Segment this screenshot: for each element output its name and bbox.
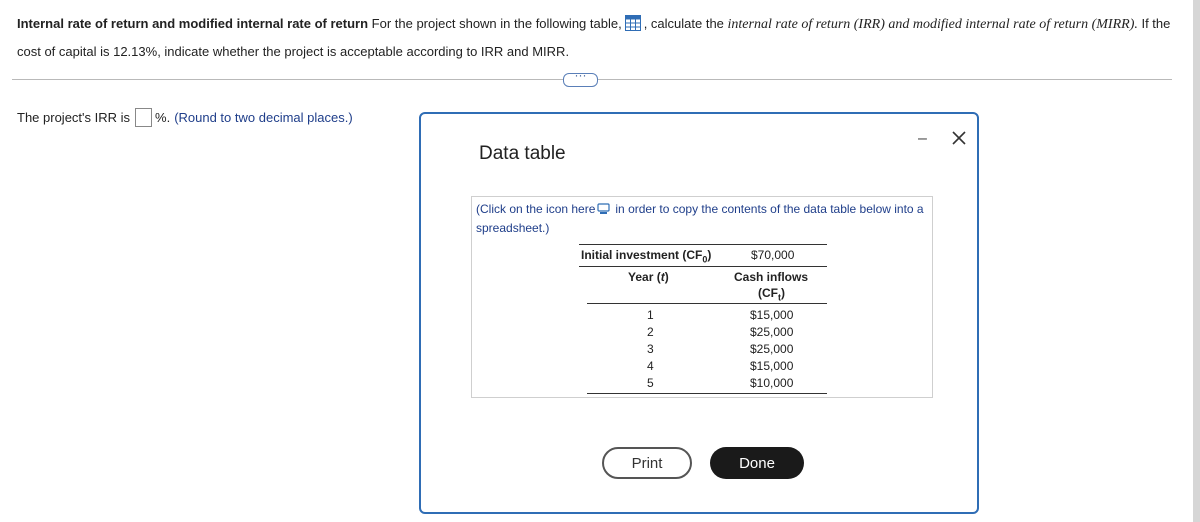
year-cell: 1: [647, 308, 654, 322]
table-rule-top: [579, 244, 827, 245]
table-rule-bottom: [587, 393, 827, 394]
data-table-box: [471, 196, 933, 398]
question-text-2: , calculate the: [643, 16, 728, 31]
copy-note: [476, 201, 926, 237]
question-text-3: If the cost of capital is 12.13%, indicate whether the project is acceptable according to IRR and MIRR.: [17, 16, 1171, 59]
question-text: [17, 11, 1177, 64]
cash-inflows-subheader: $(CF_t)$: [758, 286, 785, 303]
close-icon[interactable]: [951, 130, 967, 146]
year-cell: 4: [647, 359, 654, 373]
page-scrollbar[interactable]: [1193, 0, 1200, 522]
cash-cell: $15,000: [750, 308, 794, 322]
initial-investment-label: Initial investment $(CF_0)$: [581, 248, 712, 265]
cash-cell: $25,000: [750, 325, 794, 339]
year-header: Year (t): [628, 270, 669, 284]
answer-line: [17, 108, 353, 127]
irr-answer-input[interactable]: [135, 108, 152, 127]
more-button-label: ···: [574, 68, 587, 82]
copy-icon[interactable]: [597, 203, 611, 220]
initial-investment-value: $70,000: [751, 248, 795, 262]
question-italic: internal rate of return (IRR) and modified internal rate of return (MIRR).: [727, 17, 1138, 32]
copy-note-a: (Click on the icon here: [476, 202, 596, 216]
more-button[interactable]: [563, 68, 598, 87]
data-table-grid-icon[interactable]: [625, 14, 641, 39]
answer-prefix: The project's IRR is: [17, 110, 131, 125]
question-text-1: For the project shown in the following table,: [368, 16, 622, 31]
question-title: Internal rate of return and modified internal rate of return: [17, 16, 369, 31]
cash-cell: $10,000: [750, 376, 794, 390]
year-cell: 2: [647, 325, 654, 339]
answer-hint: (Round to two decimal places.): [174, 110, 353, 125]
table-rule-header: [587, 303, 827, 304]
year-cell: 3: [647, 342, 654, 356]
data-table-dialog: [419, 112, 979, 514]
table-rule-mid: [579, 266, 827, 267]
cash-inflows-header: Cash inflows: [734, 270, 809, 284]
answer-suffix: %.: [155, 110, 171, 125]
print-button[interactable]: Print: [602, 447, 692, 479]
dialog-title: Data table: [479, 143, 566, 164]
cash-cell: $15,000: [750, 359, 794, 373]
minimize-button[interactable]: –: [918, 130, 927, 147]
cash-cell: $25,000: [750, 342, 794, 356]
done-button[interactable]: Done: [710, 447, 804, 479]
copy-note-b: in order to copy the contents of the data table below into a spreadsheet.): [476, 202, 924, 235]
year-cell: 5: [647, 376, 654, 390]
